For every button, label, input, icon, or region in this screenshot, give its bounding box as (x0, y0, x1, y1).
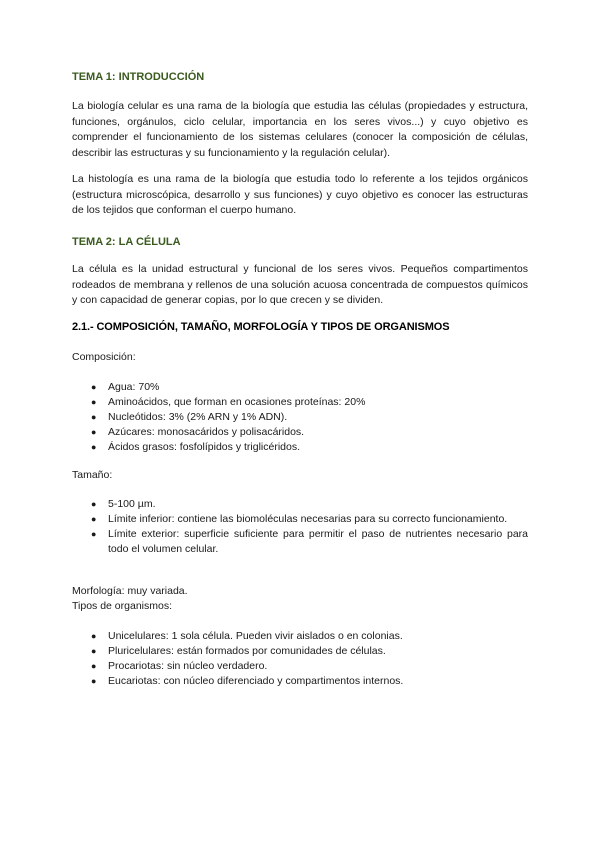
composicion-label: Composición: (72, 351, 136, 363)
list-item: ● Ácidos grasos: fosfolípidos y triglicéridos. (72, 440, 528, 455)
bullet-icon: ● (91, 382, 97, 392)
list-item: ● Aminoácidos, que forman en ocasiones proteínas: 20% (72, 395, 528, 410)
bullet-icon: ● (91, 427, 97, 438)
bullet-icon: ● (91, 676, 97, 687)
bullet-icon: ● (91, 499, 97, 509)
list-item: ● Límite exterior: superficie suficiente para permitir el paso de nutrientes necesario para todo el volumen celular. (91, 528, 528, 556)
bullet-icon: ● (91, 442, 97, 453)
bullet-icon: ● (91, 661, 97, 672)
bullet-icon: ● (91, 631, 97, 641)
bullet-icon: ● (91, 397, 97, 408)
list-item: ● Azúcares: monosacáridos y polisacáridos. (72, 425, 528, 440)
bullet-icon: ● (91, 412, 97, 423)
tipos-list (72, 629, 528, 689)
list-item: ● Procariotas: sin núcleo verdadero. (72, 659, 528, 674)
list-item: ● Eucariotas: con núcleo diferenciado y compartimentos internos. (72, 674, 528, 689)
tema2-heading: TEMA 2: LA CÉLULA (72, 236, 181, 248)
tema2-paragraph-celula: La célula es la unidad estructural y funcional de los seres vivos. Pequeños compartimentos rodeados de membrana y rellenos de una solución acuosa concentrada de compuestos químicos y con capacidad de generar copias, por lo que crecen y se dividen. (72, 263, 528, 307)
tema1-paragraph-histologia: La histología es una rama de la biología que estudia todo lo referente a los tejidos orgánicos (estructura microscópica, desarrollo y sus funciones) y cuyo objetivo es conocer las estructuras de los tejidos que conforman el cuerpo humano. (72, 173, 528, 217)
list-item: ● Pluricelulares: están formados por comunidades de células. (72, 644, 528, 659)
list-item: ● Unicelulares: 1 sola célula. Pueden vivir aislados o en colonias. (72, 629, 528, 644)
bullet-icon: ● (91, 529, 97, 540)
tema1-heading: TEMA 1: INTRODUCCIÓN (72, 71, 205, 83)
list-item: ● Agua: 70% (72, 380, 528, 395)
tamano-list (72, 497, 528, 557)
bullet-icon: ● (91, 514, 97, 525)
section-2-1-heading: 2.1.- COMPOSICIÓN, TAMAÑO, MORFOLOGÍA Y TIPOS DE ORGANISMOS (72, 321, 450, 333)
tipos-label: Tipos de organismos: (72, 600, 172, 612)
composicion-list (72, 380, 528, 455)
tamano-label: Tamaño: (72, 469, 113, 481)
bullet-icon: ● (91, 646, 97, 657)
list-item: ● Nucleótidos: 3% (2% ARN y 1% ADN). (72, 410, 528, 425)
tema1-paragraph-biologia-celular: La biología celular es una rama de la biología que estudia las células (propiedades y estructura, funciones, orgánulos, ciclo celular, importancia en los seres vivos...) y cuyo objetivo es comprender el funcionamiento de los sistemas celulares (conocer la composición de células, describir las estructuras y su funcionamiento y la regulación celular). (72, 100, 528, 159)
list-item: ● 5-100 µm. (72, 497, 528, 512)
morfologia-text: Morfología: muy variada. (72, 585, 188, 597)
list-item: ● Límite inferior: contiene las biomoléculas necesarias para su correcto funcionamiento. (72, 512, 528, 527)
